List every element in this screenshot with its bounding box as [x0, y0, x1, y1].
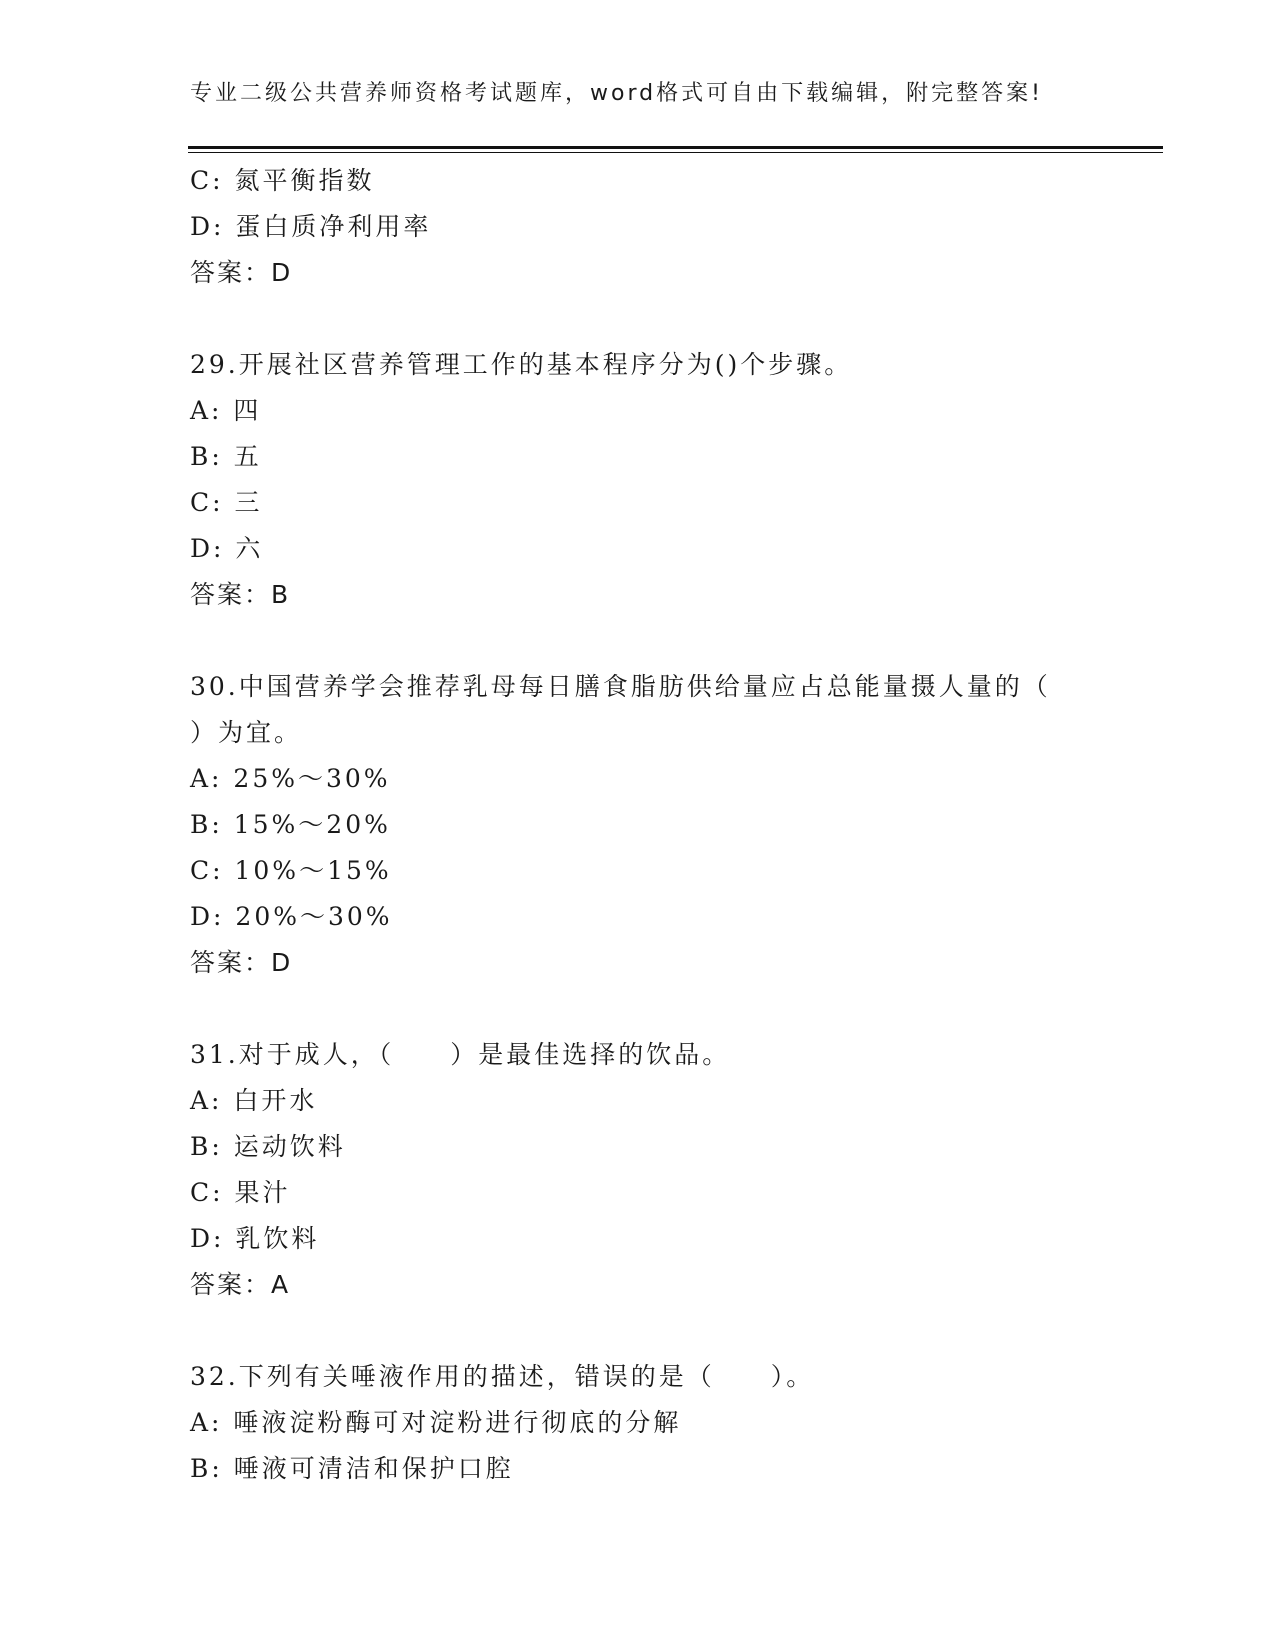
q28-option-d: D: 蛋白质净利用率 [190, 212, 432, 241]
q28-option-c: C: 氮平衡指数 [190, 166, 375, 195]
q30-option-c: C: 10%～15% [190, 856, 392, 885]
q31-option-a: A: 白开水 [190, 1086, 318, 1115]
q31-option-c: C: 果汁 [190, 1178, 291, 1207]
header-divider [188, 146, 1163, 149]
q28-answer: 答案：D [190, 258, 293, 287]
q29-option-b: B: 五 [190, 442, 262, 471]
q30-question-line2: ）为宜。 [190, 718, 303, 747]
q32-option-b: B: 唾液可清洁和保护口腔 [190, 1454, 514, 1483]
spacer [190, 1308, 1090, 1354]
q30-option-d: D: 20%～30% [190, 902, 393, 931]
q29-option-a: A: 四 [190, 396, 262, 425]
q30-answer: 答案：D [190, 948, 293, 977]
spacer [190, 986, 1090, 1032]
page-header: 专业二级公共营养师资格考试题库，word格式可自由下载编辑，附完整答案! [190, 81, 1043, 106]
header-divider-thin [188, 152, 1163, 153]
q30-option-a: A: 25%～30% [190, 764, 391, 793]
q31-option-d: D: 乳饮料 [190, 1224, 320, 1253]
q29-option-d: D: 六 [190, 534, 264, 563]
q31-answer: 答案：A [190, 1270, 291, 1299]
q31-option-b: B: 运动饮料 [190, 1132, 346, 1161]
spacer [190, 296, 1090, 342]
spacer [190, 618, 1090, 664]
q30-option-b: B: 15%～20% [190, 810, 391, 839]
q31-question: 31.对于成人，（ ）是最佳选择的饮品。 [190, 1040, 731, 1069]
q32-question: 32.下列有关唾液作用的描述，错误的是（ ）。 [190, 1362, 815, 1391]
question-list [190, 158, 1090, 1492]
q29-option-c: C: 三 [190, 488, 263, 517]
q29-answer: 答案：B [190, 580, 291, 609]
q30-question-line1: 30.中国营养学会推荐乳母每日膳食脂肪供给量应占总能量摄人量的（ [190, 672, 1051, 701]
q29-question: 29.开展社区营养管理工作的基本程序分为()个步骤。 [190, 350, 853, 379]
q32-option-a: A: 唾液淀粉酶可对淀粉进行彻底的分解 [190, 1408, 682, 1437]
